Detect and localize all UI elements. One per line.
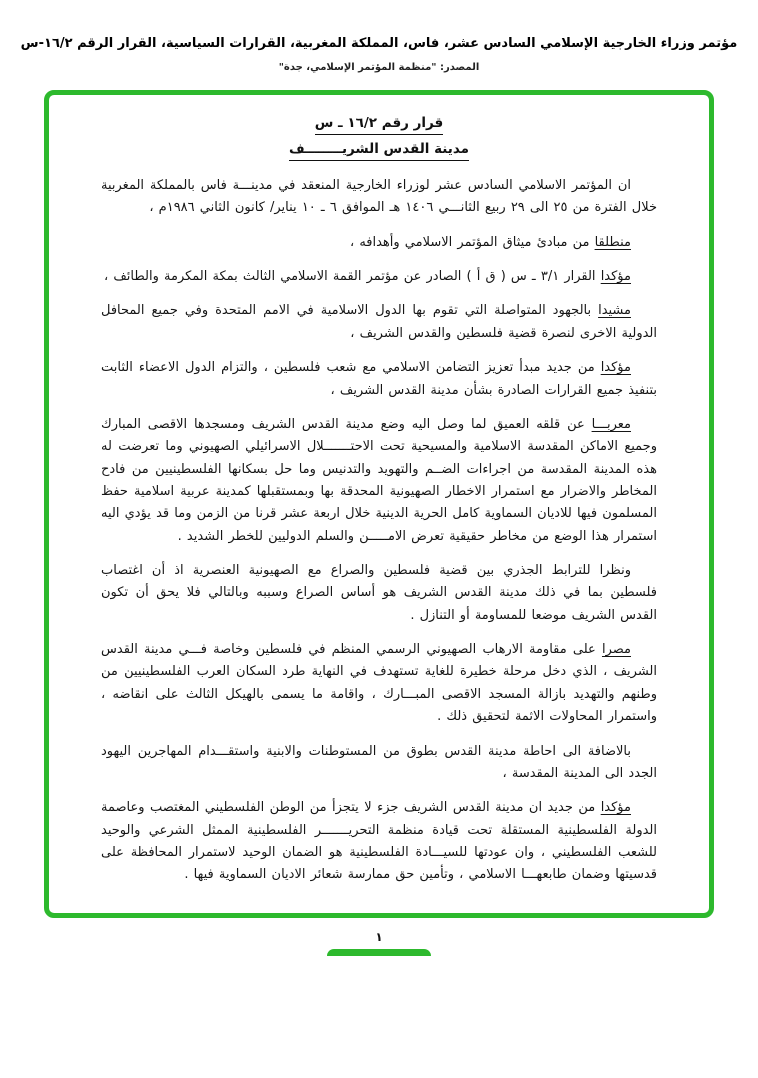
resolution-green-box [44, 90, 714, 918]
paragraph-lead-word: مصرا [601, 642, 631, 658]
paragraph-lead-word: مؤكدا [600, 800, 631, 816]
paragraph: مؤكدا القرار ٣/١ ـ س ( ق أ ) الصادر عن مؤتمر القمة الاسلامي الثالث بمكة المكرمة والطائف ، [104, 269, 631, 285]
paragraph: منطلقا من مبادئ ميثاق المؤتمر الاسلامي وأهدافه ، [349, 234, 631, 250]
document-body [101, 175, 657, 887]
paragraph: ان المؤتمر الاسلامي السادس عشر لوزراء الخارجية المنعقد في مدينـــة فاس بالمملكة المغربية خلال الفترة من ٢٥ الى ٢٩ ربيع الثانـــي ١٤٠٦ هـ الموافق ٦ ـ ١٠ يناير/ كانون الثاني ١٩٨٦م ، [101, 178, 657, 216]
paragraph: مشيدا بالجهود المتواصلة التي تقوم بها الدول الاسلامية في الامم المتحدة وفي جميع المحافل الدولية الاخرى لنصرة قضية فلسطين والقدس الشريف ، [101, 303, 657, 341]
paragraph: مؤكدا من جديد مبدأ تعزيز التضامن الاسلامي مع شعب فلسطين ، والتزام الدول الاعضاء الثابت بتنفيذ جميع القرارات الصادرة بشأن مدينة القدس الشريف ، [101, 360, 657, 398]
paragraph-lead-word: معربـــا [591, 416, 631, 432]
page-header [0, 36, 758, 73]
source-line: المصدر: "منظمة المؤتمر الإسلامي، جدة" [278, 62, 480, 73]
resolution-title-block [101, 115, 657, 161]
next-page-box-fragment [327, 949, 431, 956]
paragraph-lead-word: مؤكدا [600, 269, 631, 285]
paragraph: ونظرا للترابط الجذري بين قضية فلسطين والصراع مع الصهيونية العنصرية اذ أن اغتصاب فلسطين بما في ذلك مدينة القدس الشريف هو أساس الصراع وسببه وبالتالي فلا يحق أن تكون القدس الشريف موضعا للمساومة أو التنازل . [101, 563, 657, 623]
paragraph-lead-word: مؤكدا [600, 360, 631, 376]
resolution-subject-text: مدينة القدس الشريــــــــف [289, 141, 469, 161]
resolution-number-text: قرار رقم ١٦/٢ ـ س [315, 115, 444, 135]
paragraph: معربـــا عن قلقه العميق لما وصل اليه وضع مدينة القدس الشريف ومسجدها الاقصى المبارك وجميع الاماكن المقدسة الاسلامية والمسيحية تحت الاحتـــــــلال الاسرائيلي الصهيوني وما تعرضت له هذه المدينة المقدسة من اجراءات الضــم والتهويد والتدنيس وما حل بسكانها الفلسطينيين من فادح المخاطر والاضرار مع استمرار الاخطار الصهيونية المحدقة بها وبمستقبلها كمدينة عربية اسلامية حفظ المسلمون فيها للاديان السماوية كامل الحرية الدينية خلال اربعة عشر قرنا من الزمن وما قد يؤدي اليه استمرار هذا الوضع من مخاطر حقيقية تعرض الامـــــن والسلم الدوليين للخطر الشديد . [101, 416, 657, 544]
resolution-number-title [101, 115, 657, 135]
resolution-subject-title [101, 141, 657, 161]
paragraph: مؤكدا من جديد ان مدينة القدس الشريف جزء لا يتجزأ من الوطن الفلسطيني المغتصب وعاصمة الدولة الفلسطينية المستقلة تحت قيادة منظمة التحريـــــــر الفلسطينية الممثل الشرعي والوحيد للشعب الفلسطيني ، وان عودتها للسيـــادة الفلسطينية هو الضمان الوحيد لاستمرار المحافظة على قدسيتها وضمان طابعهـــا الاسلامي ، وتأمين حق ممارسة شعائر الاديان السماوية فيها . [101, 800, 657, 883]
paragraph-lead-word: منطلقا [594, 234, 631, 250]
paragraph: مصرا على مقاومة الارهاب الصهيوني الرسمي المنظم في فلسطين وخاصة فـــي مدينة القدس الشريف ، الذي دخل مرحلة خطيرة للغاية تستهدف في النهاية طرد السكان العرب الفلسطينيين من وطنهم والتهديد بازالة المسجد الاقصى المبـــارك ، واقامة ما يسمى بالهيكل الثالث على انقاضه ، واستمرار المحاولات الاثمة لتحقيق ذلك . [101, 642, 657, 725]
page-number: ١ [375, 929, 383, 944]
paragraph-lead-word: مشيدا [598, 303, 631, 319]
header-title: مؤتمر وزراء الخارجية الإسلامي السادس عشر، فاس، المملكة المغربية، القرارات السياسية، القرار الرقم ١٦/٢-س [20, 36, 738, 51]
paragraph: بالاضافة الى احاطة مدينة القدس بطوق من المستوطنات والابنية واستقـــدام المهاجرين اليهود الجدد الى المدينة المقدسة ، [101, 743, 657, 781]
